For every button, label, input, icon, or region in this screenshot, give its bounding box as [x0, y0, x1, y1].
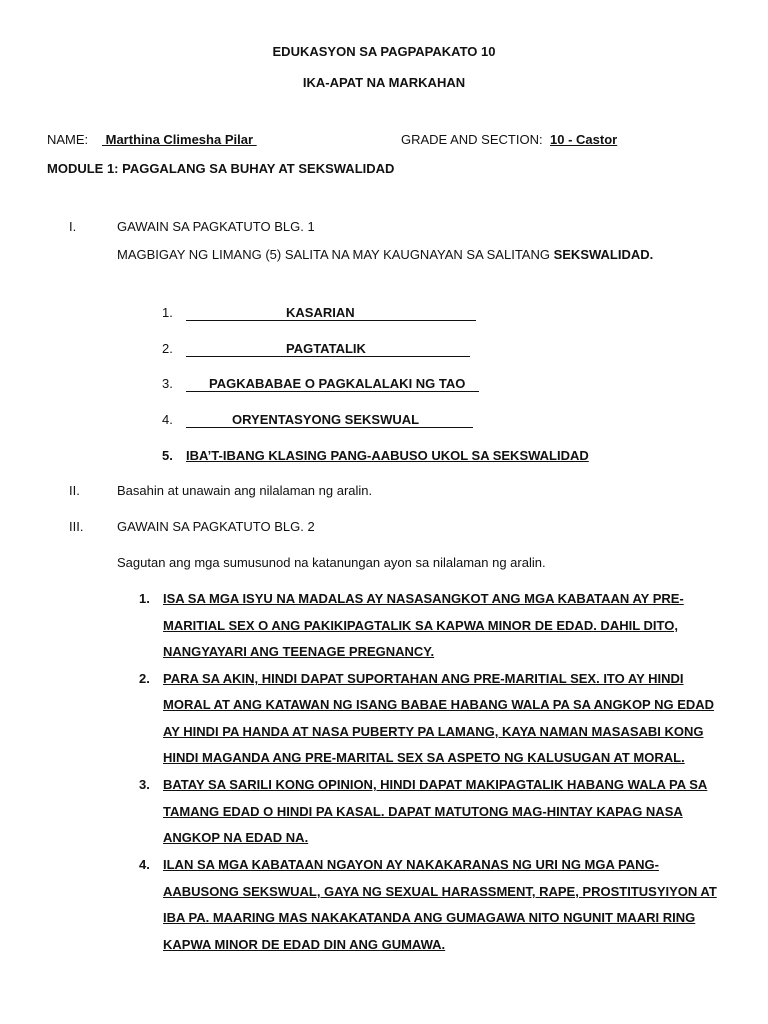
list-item-number: 1.: [162, 305, 173, 320]
list-item-answer: PAGKABABAE O PAGKALALAKI NG TAO: [186, 376, 479, 392]
answer-line: NANGYAYARI ANG TEENAGE PREGNANCY.: [163, 644, 435, 659]
section-1-instruction: MAGBIGAY NG LIMANG (5) SALITA NA MAY KAUGNAYAN SA SALITANG SEKSWALIDAD.: [117, 247, 654, 262]
list-item-answer: PAGTATALIK: [186, 341, 470, 357]
list-item-answer: IBA’T-IBANG KLASING PANG-AABUSO UKOL SA SEKSWALIDAD: [186, 448, 589, 463]
list-item-number: 3.: [162, 376, 173, 391]
name-value: Marthina Climesha Pilar: [105, 132, 254, 147]
list-item-number: 2.: [162, 341, 173, 356]
answer-number: 4.: [139, 857, 150, 872]
answer-line: MORAL AT ANG KATAWAN NG ISANG BABAE HABANG WALA PA SA ANGKOP NG EDAD: [163, 697, 715, 712]
answer-number: 2.: [139, 671, 150, 686]
list-item-answer: ORYENTASYONG SEKSWUAL: [186, 412, 473, 428]
answer-number: 3.: [139, 777, 150, 792]
section-3-numeral: III.: [69, 519, 84, 534]
document-title: EDUKASYON SA PAGPAPAKATO 10: [272, 44, 496, 59]
section-1-title: GAWAIN SA PAGKATUTO BLG. 1: [117, 219, 315, 234]
answer-line: ILAN SA MGA KABATAAN NGAYON AY NAKAKARANAS NG URI NG MGA PANG-: [163, 857, 659, 872]
answer-line: BATAY SA SARILI KONG OPINION, HINDI DAPAT MAKIPAGTALIK HABANG WALA PA SA: [163, 777, 708, 792]
answer-line: TAMANG EDAD O HINDI PA KASAL. DAPAT MATUTONG MAG-HINTAY KAPAG NASA: [163, 804, 683, 819]
answer-line: KAPWA MINOR DE EDAD DIN ANG GUMAWA.: [163, 937, 446, 952]
answer-line: AABUSONG SEKSWUAL, GAYA NG SEXUAL HARASSMENT, RAPE, PROSTITUSYIYON AT: [163, 884, 717, 899]
list-item-number: 4.: [162, 412, 173, 427]
answer-line: MARITIAL SEX O ANG PAKIKIPAGTALIK SA KAPWA MINOR DE EDAD. DAHIL DITO,: [163, 618, 678, 633]
section-3-title: GAWAIN SA PAGKATUTO BLG. 2: [117, 519, 315, 534]
answer-line: ANGKOP NA EDAD NA.: [163, 830, 309, 845]
section-1-numeral: I.: [69, 219, 77, 234]
name-label: NAME:: [47, 132, 89, 147]
answer-line: ISA SA MGA ISYU NA MADALAS AY NASASANGKOT ANG MGA KABATAAN AY PRE-: [163, 591, 684, 606]
answer-line: HINDI MAGANDA ANG PRE-MARITAL SEX SA ASPETO NG KALUSUGAN AT MORAL.: [163, 750, 685, 765]
section-2-numeral: II.: [69, 483, 80, 498]
list-item-number: 5.: [162, 448, 173, 463]
answer-line: PARA SA AKIN, HINDI DAPAT SUPORTAHAN ANG PRE-MARITIAL SEX. ITO AY HINDI: [163, 671, 684, 686]
answer-line: AY HINDI PA HANDA AT NASA PUBERTY PA LAMANG, KAYA NAMAN MASASABI KONG: [163, 724, 704, 739]
list-item-answer: KASARIAN: [186, 305, 476, 321]
grade-value: 10 - Castor: [550, 132, 618, 147]
answer-line: IBA PA. MAARING MAS NAKAKATANDA ANG GUMAGAWA NITO NGUNIT MAARI RING: [163, 910, 696, 925]
section-3-instruction: Sagutan ang mga sumusunod na katanungan ayon sa nilalaman ng aralin.: [117, 555, 546, 570]
answer-number: 1.: [139, 591, 150, 606]
module-title: MODULE 1: PAGGALANG SA BUHAY AT SEKSWALIDAD: [47, 161, 395, 176]
section-2-text: Basahin at unawain ang nilalaman ng aralin.: [117, 483, 373, 498]
document-subtitle: IKA-APAT NA MARKAHAN: [302, 75, 466, 90]
grade-label: GRADE AND SECTION:: [401, 132, 543, 147]
